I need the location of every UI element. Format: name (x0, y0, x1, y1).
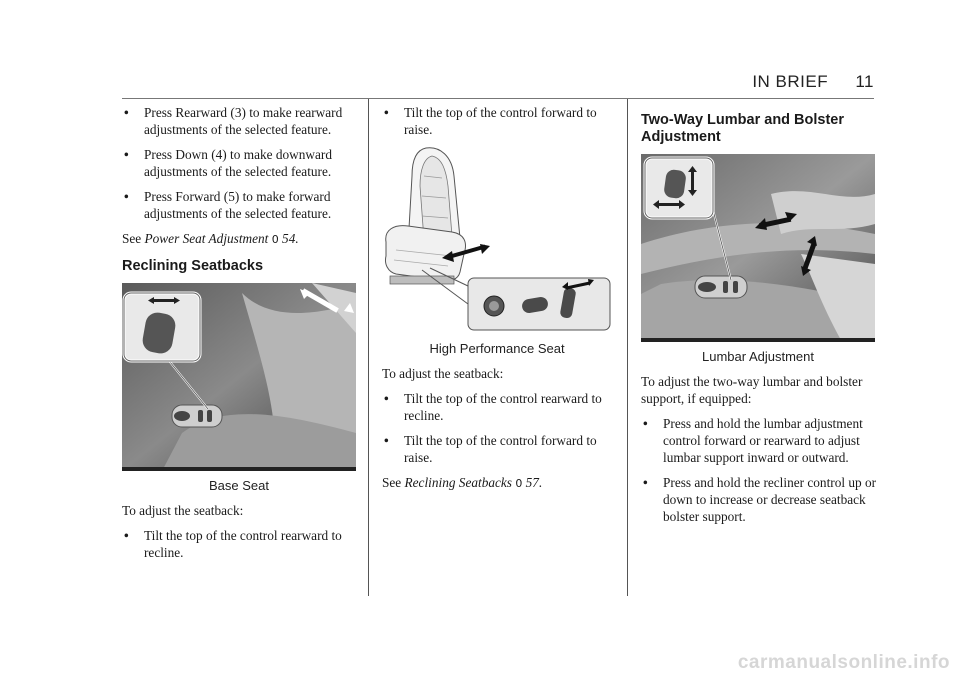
reference-link[interactable]: Reclining Seatbacks (404, 475, 512, 490)
bullet-list (382, 390, 612, 466)
page-header (752, 72, 874, 92)
page-ref-icon: 0 (271, 233, 279, 246)
intro-text: To adjust the two-way lumbar and bolster support, if equipped: (641, 374, 863, 406)
page-number: 11 (855, 72, 874, 91)
section-heading: Reclining Seatbacks (122, 258, 264, 274)
base-seat-figure (122, 283, 356, 494)
bullet-list (122, 104, 356, 222)
figure-caption: Base Seat (209, 478, 269, 493)
see-reference: See Reclining Seatbacks 0 57. (382, 475, 543, 490)
column-divider-1 (368, 99, 369, 596)
lumbar-adjustment-figure (641, 154, 875, 365)
bullet-list (641, 415, 877, 525)
list-item: • Press Rearward (3) to make rearward adjustments of the selected feature. (124, 105, 343, 137)
page-ref-icon: 0 (515, 477, 523, 490)
list-item: • Press and hold the recliner control up or down to increase or decrease seatback bolster support. (643, 475, 877, 524)
header-rule (122, 98, 874, 99)
figure-caption: High Performance Seat (429, 341, 565, 356)
list-item: • Tilt the top of the control rearward to recline. (384, 391, 602, 423)
list-item: • Tilt the top of the control forward to raise. (384, 105, 597, 137)
section-heading: Two-Way Lumbar and Bolster Adjustment (641, 112, 845, 145)
intro-text: To adjust the seatback: (382, 366, 504, 381)
column-2 (382, 104, 612, 500)
performance-seat-icon (382, 146, 612, 336)
watermark: carmanualsonline.info (737, 652, 950, 673)
see-reference: See Power Seat Adjustment 0 54. (122, 231, 299, 246)
bullet-list (122, 527, 356, 561)
list-item: • Tilt the top of the control rearward to recline. (124, 528, 342, 560)
list-item: • Tilt the top of the control forward to raise. (384, 433, 597, 465)
high-performance-seat-figure (382, 146, 612, 357)
reference-link[interactable]: Power Seat Adjustment (144, 231, 269, 246)
bullet-list (382, 104, 612, 138)
column-1 (122, 104, 356, 569)
column-3 (641, 104, 877, 533)
list-item: • Press Forward (5) to make forward adjustments of the selected feature. (124, 189, 332, 221)
intro-text: To adjust the seatback: (122, 503, 244, 518)
section-title: IN BRIEF (752, 72, 829, 91)
lumbar-control-photo-icon (641, 154, 875, 344)
figure-caption: Lumbar Adjustment (701, 349, 814, 364)
list-item: • Press Down (4) to make downward adjustments of the selected feature. (124, 147, 332, 179)
column-divider-2 (627, 99, 628, 596)
reference-page[interactable]: 57. (525, 475, 543, 490)
reference-page[interactable]: 54. (282, 231, 299, 246)
list-item: • Press and hold the lumbar adjustment control forward or rearward to adjust lumbar support inward or outward. (643, 416, 863, 465)
seat-control-photo-icon (122, 283, 356, 473)
